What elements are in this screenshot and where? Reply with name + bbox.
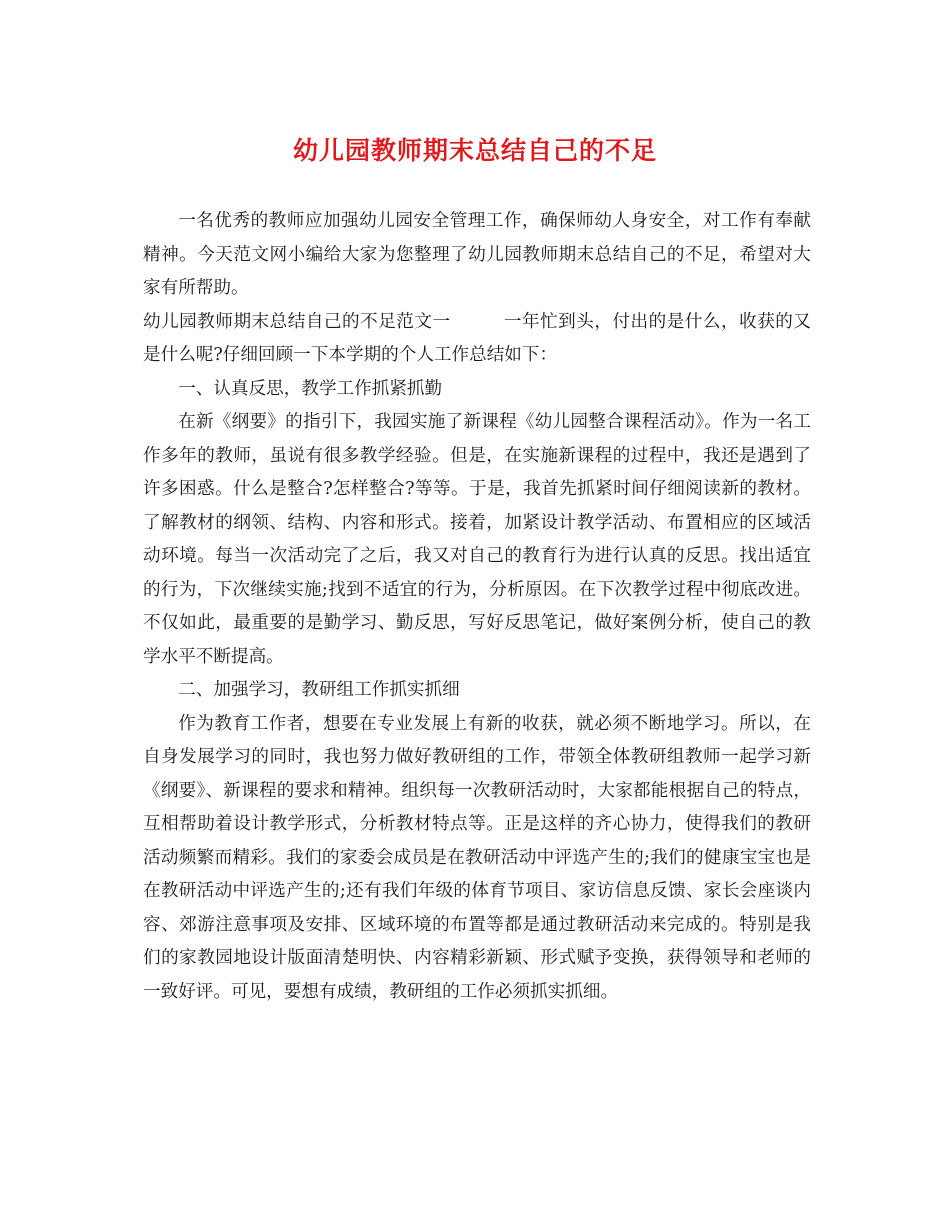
section-2-body: 作为教育工作者，想要在专业发展上有新的收获，就必须不断地学习。所以，在自身发展学习的同时，我也努力做好教研组的工作，带领全体教研组教师一起学习新《纲要》、新课程的要求和精神。组织每一次教研活动时，大家都能根据自己的特点，互相帮助着设计教学形式，分析教材特点等。正是这样的齐心协力，使得我们的教研活动频繁而精彩。我们的家委会成员是在教研活动中评选产生的;我们的健康宝宝也是在教研活动中评选产生的;还有我们年级的体育节项目、家访信息反馈、家长会座谈内容、郊游注意事项及安排、区域环境的布置等都是通过教研活动来完成的。特别是我们的家教园地设计版面清楚明快、内容精彩新颖、形式赋予变换，获得领导和老师的一致好评。可见，要想有成绩，教研组的工作必须抓实抓细。 <box>143 713 811 1002</box>
sample-heading-paragraph <box>143 306 811 373</box>
sample-heading-text: 一年忙到头，付出的是什么，收获的又是什么呢?仔细回顾一下本学期的个人工作总结如下： <box>143 311 811 365</box>
document-body <box>143 205 811 1009</box>
section-2-heading: 二、加强学习，教研组工作抓实抓细 <box>178 680 460 700</box>
document-title: 幼儿园教师期末总结自己的不足 <box>292 136 657 165</box>
sample-heading-label: 幼儿园教师期末总结自己的不足范文一 <box>143 311 451 332</box>
section-1-heading: 一、认真反思，教学工作抓紧抓勤 <box>178 378 443 399</box>
intro-paragraph: 一名优秀的教师应加强幼儿园安全管理工作，确保师幼人身安全，对工作有奉献精神。今天范文网小编给大家为您整理了幼儿园教师期末总结自己的不足，希望对大家有所帮助。 <box>143 211 811 298</box>
section-1-body: 在新《纲要》的指引下，我园实施了新课程《幼儿园整合课程活动》。作为一名工作多年的教师，虽说有很多教学经验。但是，在实施新课程的过程中，我还是遇到了许多困惑。什么是整合?怎样整合?等等。于是，我首先抓紧时间仔细阅读新的教材。了解教材的纲领、结构、内容和形式。接着，加紧设计教学活动、布置相应的区域活动环境。每当一次活动完了之后，我又对自己的教育行为进行认真的反思。找出适宜的行为，下次继续实施;找到不适宜的行为，分析原因。在下次教学过程中彻底改进。不仅如此，最重要的是勤学习、勤反思，写好反思笔记，做好案例分析，使自己的教学水平不断提高。 <box>143 412 811 667</box>
